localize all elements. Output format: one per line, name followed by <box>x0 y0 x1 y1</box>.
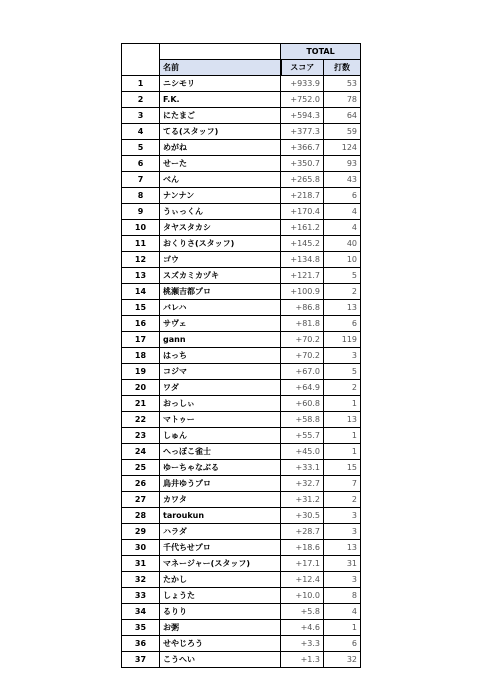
score-cell: +33.1 <box>281 460 324 476</box>
count-cell: 6 <box>324 316 361 332</box>
table-row <box>122 300 361 316</box>
name-cell: せーた <box>160 156 281 172</box>
rank-cell: 24 <box>122 444 160 460</box>
rank-cell: 3 <box>122 108 160 124</box>
count-cell: 4 <box>324 204 361 220</box>
count-cell: 1 <box>324 444 361 460</box>
rank-cell: 17 <box>122 332 160 348</box>
score-cell: +64.9 <box>281 380 324 396</box>
score-cell: +28.7 <box>281 524 324 540</box>
header-corner-cell <box>122 44 160 76</box>
count-cell: 7 <box>324 476 361 492</box>
rank-cell: 4 <box>122 124 160 140</box>
table-row <box>122 76 361 92</box>
count-cell: 1 <box>324 428 361 444</box>
score-cell: +366.7 <box>281 140 324 156</box>
rank-cell: 2 <box>122 92 160 108</box>
name-column-header: 名前 <box>160 60 281 76</box>
rank-cell: 34 <box>122 604 160 620</box>
header-blank-cell <box>160 44 281 60</box>
name-cell: タヤスタカシ <box>160 220 281 236</box>
rank-cell: 25 <box>122 460 160 476</box>
rank-cell: 1 <box>122 76 160 92</box>
score-cell: +17.1 <box>281 556 324 572</box>
header-row-group <box>122 44 361 60</box>
name-cell: ハラダ <box>160 524 281 540</box>
table-row <box>122 604 361 620</box>
score-cell: +933.9 <box>281 76 324 92</box>
name-cell: カワタ <box>160 492 281 508</box>
count-cell: 53 <box>324 76 361 92</box>
rank-cell: 14 <box>122 284 160 300</box>
name-cell: るりり <box>160 604 281 620</box>
count-cell: 3 <box>324 508 361 524</box>
name-cell: せやじろう <box>160 636 281 652</box>
rank-cell: 22 <box>122 412 160 428</box>
count-cell: 13 <box>324 412 361 428</box>
rank-cell: 12 <box>122 252 160 268</box>
table-row <box>122 204 361 220</box>
rank-cell: 23 <box>122 428 160 444</box>
rank-cell: 28 <box>122 508 160 524</box>
table-row <box>122 156 361 172</box>
rank-cell: 29 <box>122 524 160 540</box>
count-cell: 119 <box>324 332 361 348</box>
name-cell: べん <box>160 172 281 188</box>
score-cell: +32.7 <box>281 476 324 492</box>
name-cell: しゅん <box>160 428 281 444</box>
rank-cell: 31 <box>122 556 160 572</box>
name-cell: てる(スタッフ) <box>160 124 281 140</box>
table-row <box>122 652 361 668</box>
rank-cell: 33 <box>122 588 160 604</box>
score-cell: +70.2 <box>281 348 324 364</box>
name-cell: コジマ <box>160 364 281 380</box>
rank-cell: 36 <box>122 636 160 652</box>
score-cell: +161.2 <box>281 220 324 236</box>
table-row <box>122 108 361 124</box>
score-column-header: スコア <box>281 60 324 76</box>
count-cell: 32 <box>324 652 361 668</box>
rank-cell: 5 <box>122 140 160 156</box>
score-cell: +134.8 <box>281 252 324 268</box>
table-row <box>122 588 361 604</box>
table-row <box>122 348 361 364</box>
rank-cell: 16 <box>122 316 160 332</box>
name-cell: ゆーちゃなぶる <box>160 460 281 476</box>
rank-cell: 19 <box>122 364 160 380</box>
table-row <box>122 316 361 332</box>
score-cell: +100.9 <box>281 284 324 300</box>
rank-cell: 20 <box>122 380 160 396</box>
name-cell: しょうた <box>160 588 281 604</box>
count-cell: 3 <box>324 348 361 364</box>
table-row <box>122 460 361 476</box>
name-cell: めがね <box>160 140 281 156</box>
count-cell: 124 <box>324 140 361 156</box>
count-cell: 5 <box>324 268 361 284</box>
table-row <box>122 636 361 652</box>
rank-cell: 26 <box>122 476 160 492</box>
count-cell: 8 <box>324 588 361 604</box>
name-cell: うぃっくん <box>160 204 281 220</box>
count-cell: 13 <box>324 300 361 316</box>
table-row <box>122 252 361 268</box>
count-cell: 5 <box>324 364 361 380</box>
rank-cell: 13 <box>122 268 160 284</box>
count-cell: 2 <box>324 380 361 396</box>
name-cell: バレハ <box>160 300 281 316</box>
table-row <box>122 284 361 300</box>
table-row <box>122 268 361 284</box>
count-cell: 43 <box>324 172 361 188</box>
table-row <box>122 572 361 588</box>
score-cell: +70.2 <box>281 332 324 348</box>
table-row <box>122 236 361 252</box>
table-row <box>122 492 361 508</box>
rank-cell: 7 <box>122 172 160 188</box>
table-row <box>122 92 361 108</box>
rank-cell: 21 <box>122 396 160 412</box>
rank-cell: 11 <box>122 236 160 252</box>
table-row <box>122 444 361 460</box>
score-cell: +170.4 <box>281 204 324 220</box>
score-cell: +10.0 <box>281 588 324 604</box>
table-row <box>122 380 361 396</box>
rank-cell: 32 <box>122 572 160 588</box>
count-column-header: 打数 <box>324 60 361 76</box>
rank-cell: 9 <box>122 204 160 220</box>
name-cell: 鳥井ゆうプロ <box>160 476 281 492</box>
count-cell: 31 <box>324 556 361 572</box>
name-cell: たかし <box>160 572 281 588</box>
table-row <box>122 172 361 188</box>
score-cell: +594.3 <box>281 108 324 124</box>
score-cell: +18.6 <box>281 540 324 556</box>
count-cell: 13 <box>324 540 361 556</box>
name-cell: ニシモリ <box>160 76 281 92</box>
count-cell: 15 <box>324 460 361 476</box>
name-cell: taroukun <box>160 508 281 524</box>
ranking-table <box>121 43 361 668</box>
count-cell: 78 <box>324 92 361 108</box>
name-cell: おっしぃ <box>160 396 281 412</box>
score-cell: +81.8 <box>281 316 324 332</box>
count-cell: 59 <box>324 124 361 140</box>
score-cell: +5.8 <box>281 604 324 620</box>
table-row <box>122 476 361 492</box>
count-cell: 10 <box>324 252 361 268</box>
score-cell: +121.7 <box>281 268 324 284</box>
name-cell: ナンナン <box>160 188 281 204</box>
score-cell: +752.0 <box>281 92 324 108</box>
name-cell: マネージャー(スタッフ) <box>160 556 281 572</box>
rank-cell: 27 <box>122 492 160 508</box>
count-cell: 4 <box>324 220 361 236</box>
score-cell: +350.7 <box>281 156 324 172</box>
score-cell: +4.6 <box>281 620 324 636</box>
score-cell: +45.0 <box>281 444 324 460</box>
score-cell: +55.7 <box>281 428 324 444</box>
table-row <box>122 220 361 236</box>
table-row <box>122 332 361 348</box>
rank-cell: 15 <box>122 300 160 316</box>
count-cell: 3 <box>324 524 361 540</box>
name-cell: サヴェ <box>160 316 281 332</box>
score-cell: +58.8 <box>281 412 324 428</box>
total-group-header: TOTAL <box>281 44 361 60</box>
count-cell: 2 <box>324 284 361 300</box>
score-cell: +67.0 <box>281 364 324 380</box>
table-row <box>122 364 361 380</box>
table-row <box>122 540 361 556</box>
rank-cell: 35 <box>122 620 160 636</box>
score-cell: +377.3 <box>281 124 324 140</box>
table-row <box>122 188 361 204</box>
name-cell: マトゥー <box>160 412 281 428</box>
table-row <box>122 428 361 444</box>
score-cell: +3.3 <box>281 636 324 652</box>
count-cell: 3 <box>324 572 361 588</box>
count-cell: 2 <box>324 492 361 508</box>
score-cell: +265.8 <box>281 172 324 188</box>
table-row <box>122 620 361 636</box>
count-cell: 6 <box>324 636 361 652</box>
name-cell: へっぽこ雀士 <box>160 444 281 460</box>
count-cell: 4 <box>324 604 361 620</box>
table-row <box>122 556 361 572</box>
count-cell: 64 <box>324 108 361 124</box>
score-cell: +86.8 <box>281 300 324 316</box>
name-cell: にたまご <box>160 108 281 124</box>
name-cell: はっち <box>160 348 281 364</box>
name-cell: スズカミカヅキ <box>160 268 281 284</box>
name-cell: F.K. <box>160 92 281 108</box>
score-cell: +1.3 <box>281 652 324 668</box>
score-cell: +31.2 <box>281 492 324 508</box>
table-row <box>122 524 361 540</box>
name-cell: おくりさ(スタッフ) <box>160 236 281 252</box>
name-cell: こうへい <box>160 652 281 668</box>
name-cell: 桃瀬吉都プロ <box>160 284 281 300</box>
name-cell: ワダ <box>160 380 281 396</box>
name-cell: 千代ちせプロ <box>160 540 281 556</box>
rank-cell: 18 <box>122 348 160 364</box>
rank-cell: 30 <box>122 540 160 556</box>
count-cell: 1 <box>324 396 361 412</box>
score-cell: +60.8 <box>281 396 324 412</box>
score-cell: +12.4 <box>281 572 324 588</box>
count-cell: 93 <box>324 156 361 172</box>
table-row <box>122 412 361 428</box>
score-cell: +145.2 <box>281 236 324 252</box>
table-row <box>122 124 361 140</box>
table-row <box>122 140 361 156</box>
count-cell: 6 <box>324 188 361 204</box>
ranking-rows <box>122 76 361 668</box>
name-cell: お粥 <box>160 620 281 636</box>
name-cell: gann <box>160 332 281 348</box>
name-cell: ゴウ <box>160 252 281 268</box>
score-cell: +30.5 <box>281 508 324 524</box>
rank-cell: 6 <box>122 156 160 172</box>
rank-cell: 10 <box>122 220 160 236</box>
table-row <box>122 396 361 412</box>
score-cell: +218.7 <box>281 188 324 204</box>
rank-cell: 37 <box>122 652 160 668</box>
rank-cell: 8 <box>122 188 160 204</box>
table-row <box>122 508 361 524</box>
count-cell: 1 <box>324 620 361 636</box>
count-cell: 40 <box>324 236 361 252</box>
